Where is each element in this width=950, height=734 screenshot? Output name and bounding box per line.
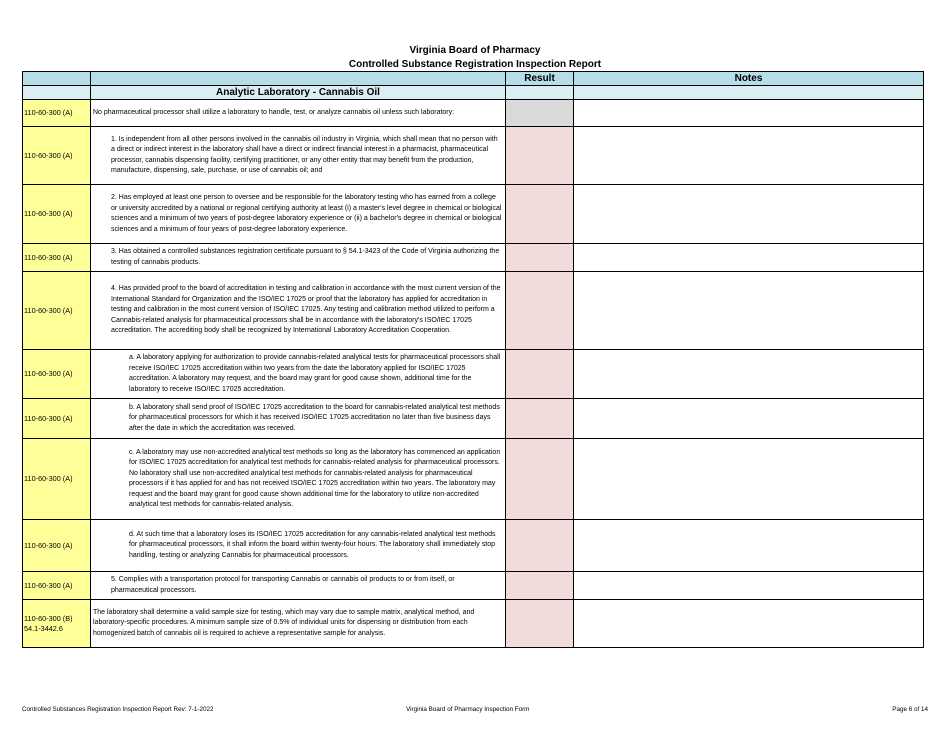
notes-cell[interactable] <box>574 185 924 244</box>
requirement-text: 4. Has provided proof to the board of accreditation in testing and calibration in accordance with the most current version of the International Standard for Organization and the ISO/IEC 17025 or proof that the laboratory has applied for accreditation in testing and calibration in the most current version of ISO/IEC 17025. Any testing and calibration method utilized to perform a Cannabis-related analysis for pharmaceutical processors shall be in accordance with the laboratory's ISO/IEC 17025 accreditation. The accrediting body shall be recognized by International Laboratory Accreditation Cooperation. <box>91 272 506 350</box>
notes-cell[interactable] <box>574 600 924 648</box>
regulation-code: 110-60-300 (A) <box>23 520 91 572</box>
result-cell[interactable] <box>506 399 574 439</box>
notes-cell[interactable] <box>574 350 924 399</box>
notes-cell[interactable] <box>574 244 924 272</box>
requirement-text: 3. Has obtained a controlled substances registration certificate pursuant to § 54.1-3423 of the Code of Virginia authorizing the testing of cannabis products. <box>91 244 506 272</box>
result-cell[interactable] <box>506 272 574 350</box>
notes-cell[interactable] <box>574 572 924 600</box>
table-row <box>23 600 924 648</box>
requirement-text: 2. Has employed at least one person to oversee and be responsible for the laboratory testing who has earned from a college or university accredited by a national or regional certifying authority at least (i) a master's level degree in chemical or biological sciences and a minimum of two years of post-degree laboratory experience or (ii) a bachelor's degree in chemical or biological sciences and a minimum of four years of post-degree laboratory experience. <box>91 185 506 244</box>
footer-page-number: Page 6 of 14 <box>892 706 928 713</box>
header-notes: Notes <box>574 72 924 86</box>
requirement-text: The laboratory shall determine a valid sample size for testing, which may vary due to sample matrix, analytical method, and laboratory-specific procedures. A minimum sample size of 0.5% of individual units for dispensing or distribution from each homogenized batch of cannabis oil is required to achieve a representative sample for analysis. <box>91 600 506 648</box>
table-row <box>23 100 924 127</box>
result-cell[interactable] <box>506 600 574 648</box>
table-header-row <box>23 72 924 86</box>
header-requirement-cell <box>91 72 506 86</box>
regulation-code: 110-60-300 (A) <box>23 439 91 520</box>
regulation-code: 110-60-300 (A) <box>23 244 91 272</box>
requirement-text: c. A laboratory may use non-accredited analytical test methods so long as the laboratory has commenced an application for ISO/IEC 17025 accreditation for analytical test methods for cannabis-related analysis for pharmaceutical processors. No laboratory shall use non-accredited analytical test methods for cannabis-related analysis for pharmaceutical processors if it has applied for and has not received ISO/IEC 17025 accreditation within two years. The laboratory may request and the board may grant for good cause shown additional time for the laboratory to utilize non-accredited analytical test methods for cannabis-related analysis. <box>91 439 506 520</box>
footer-revision: Controlled Substances Registration Inspection Report Rev: 7-1-2022 <box>22 706 214 713</box>
notes-cell[interactable] <box>574 127 924 185</box>
report-org-title: Virginia Board of Pharmacy <box>409 45 541 56</box>
table-row <box>23 272 924 350</box>
notes-cell[interactable] <box>574 439 924 520</box>
regulation-code: 110-60-300 (A) <box>23 350 91 399</box>
regulation-code: 110-60-300 (A) <box>23 185 91 244</box>
footer-form-name: Virginia Board of Pharmacy Inspection Form <box>406 706 530 713</box>
regulation-code: 110-60-300 (A) <box>23 399 91 439</box>
regulation-code: 110-60-300 (A) <box>23 100 91 127</box>
notes-cell[interactable] <box>574 520 924 572</box>
notes-cell[interactable] <box>574 100 924 127</box>
table-row <box>23 572 924 600</box>
table-row <box>23 439 924 520</box>
requirement-text: 5. Complies with a transportation protocol for transporting Cannabis or cannabis oil products to or from itself, or pharmaceutical processors. <box>91 572 506 600</box>
regulation-code: 110-60-300 (A) <box>23 572 91 600</box>
result-cell[interactable] <box>506 350 574 399</box>
notes-cell[interactable] <box>574 399 924 439</box>
section-header-row <box>23 86 924 100</box>
result-cell[interactable] <box>506 127 574 185</box>
result-cell[interactable] <box>506 185 574 244</box>
result-cell[interactable] <box>506 520 574 572</box>
section-title: Analytic Laboratory - Cannabis Oil <box>91 86 506 100</box>
table-row <box>23 185 924 244</box>
requirement-text: 1. Is independent from all other persons involved in the cannabis oil industry in Virginia, which shall mean that no person with a direct or indirect interest in the laboratory shall have a direct or indirect financial interest in a pharmacist, pharmaceutical processor, cannabis dispensing facility, certifying practitioner, or any other entity that may benefit from the production, manufacture, dispensing, sale, purchase, or use of cannabis oil; and <box>91 127 506 185</box>
requirement-text: a. A laboratory applying for authorization to provide cannabis-related analytical tests for pharmaceutical processors shall receive ISO/IEC 17025 accreditation within two years from the date the laboratory applied for ISO/IEC 17025 accreditation. A laboratory may request, and the board may grant for good cause shown, additional time for the laboratory to receive ISO/IEC 17025 accreditation. <box>91 350 506 399</box>
header-code-cell <box>23 72 91 86</box>
table-row <box>23 127 924 185</box>
header-result: Result <box>506 72 574 86</box>
requirement-text: b. A laboratory shall send proof of ISO/IEC 17025 accreditation to the board for cannabis-related analytical test methods for pharmaceutical processors for which it has received ISO/IEC 17025 accreditation no later than five business days after the date in which the accreditation was received. <box>91 399 506 439</box>
regulation-code: 110-60-300 (A) <box>23 272 91 350</box>
result-cell[interactable] <box>506 244 574 272</box>
requirement-text: No pharmaceutical processor shall utilize a laboratory to handle, test, or analyze cannabis oil unless such laboratory: <box>91 100 506 127</box>
result-cell[interactable] <box>506 100 574 127</box>
report-title: Controlled Substance Registration Inspection Report <box>348 59 602 70</box>
result-cell[interactable] <box>506 572 574 600</box>
result-cell[interactable] <box>506 439 574 520</box>
table-row <box>23 520 924 572</box>
regulation-code-line1: 110-60-300 (B) <box>24 613 73 623</box>
table-row <box>23 399 924 439</box>
regulation-code <box>23 600 91 648</box>
requirement-text: d. At such time that a laboratory loses its ISO/IEC 17025 accreditation for any cannabis-related analytical test methods for pharmaceutical processors, it shall inform the board within twenty-four hours. The laboratory shall immediately stop handling, testing or analyzing Cannabis for pharmaceutical processors. <box>91 520 506 572</box>
inspection-table <box>22 71 924 648</box>
regulation-code: 110-60-300 (A) <box>23 127 91 185</box>
regulation-code-line2: 54.1-3442.6 <box>24 623 63 633</box>
table-row <box>23 244 924 272</box>
notes-cell[interactable] <box>574 272 924 350</box>
table-row <box>23 350 924 399</box>
